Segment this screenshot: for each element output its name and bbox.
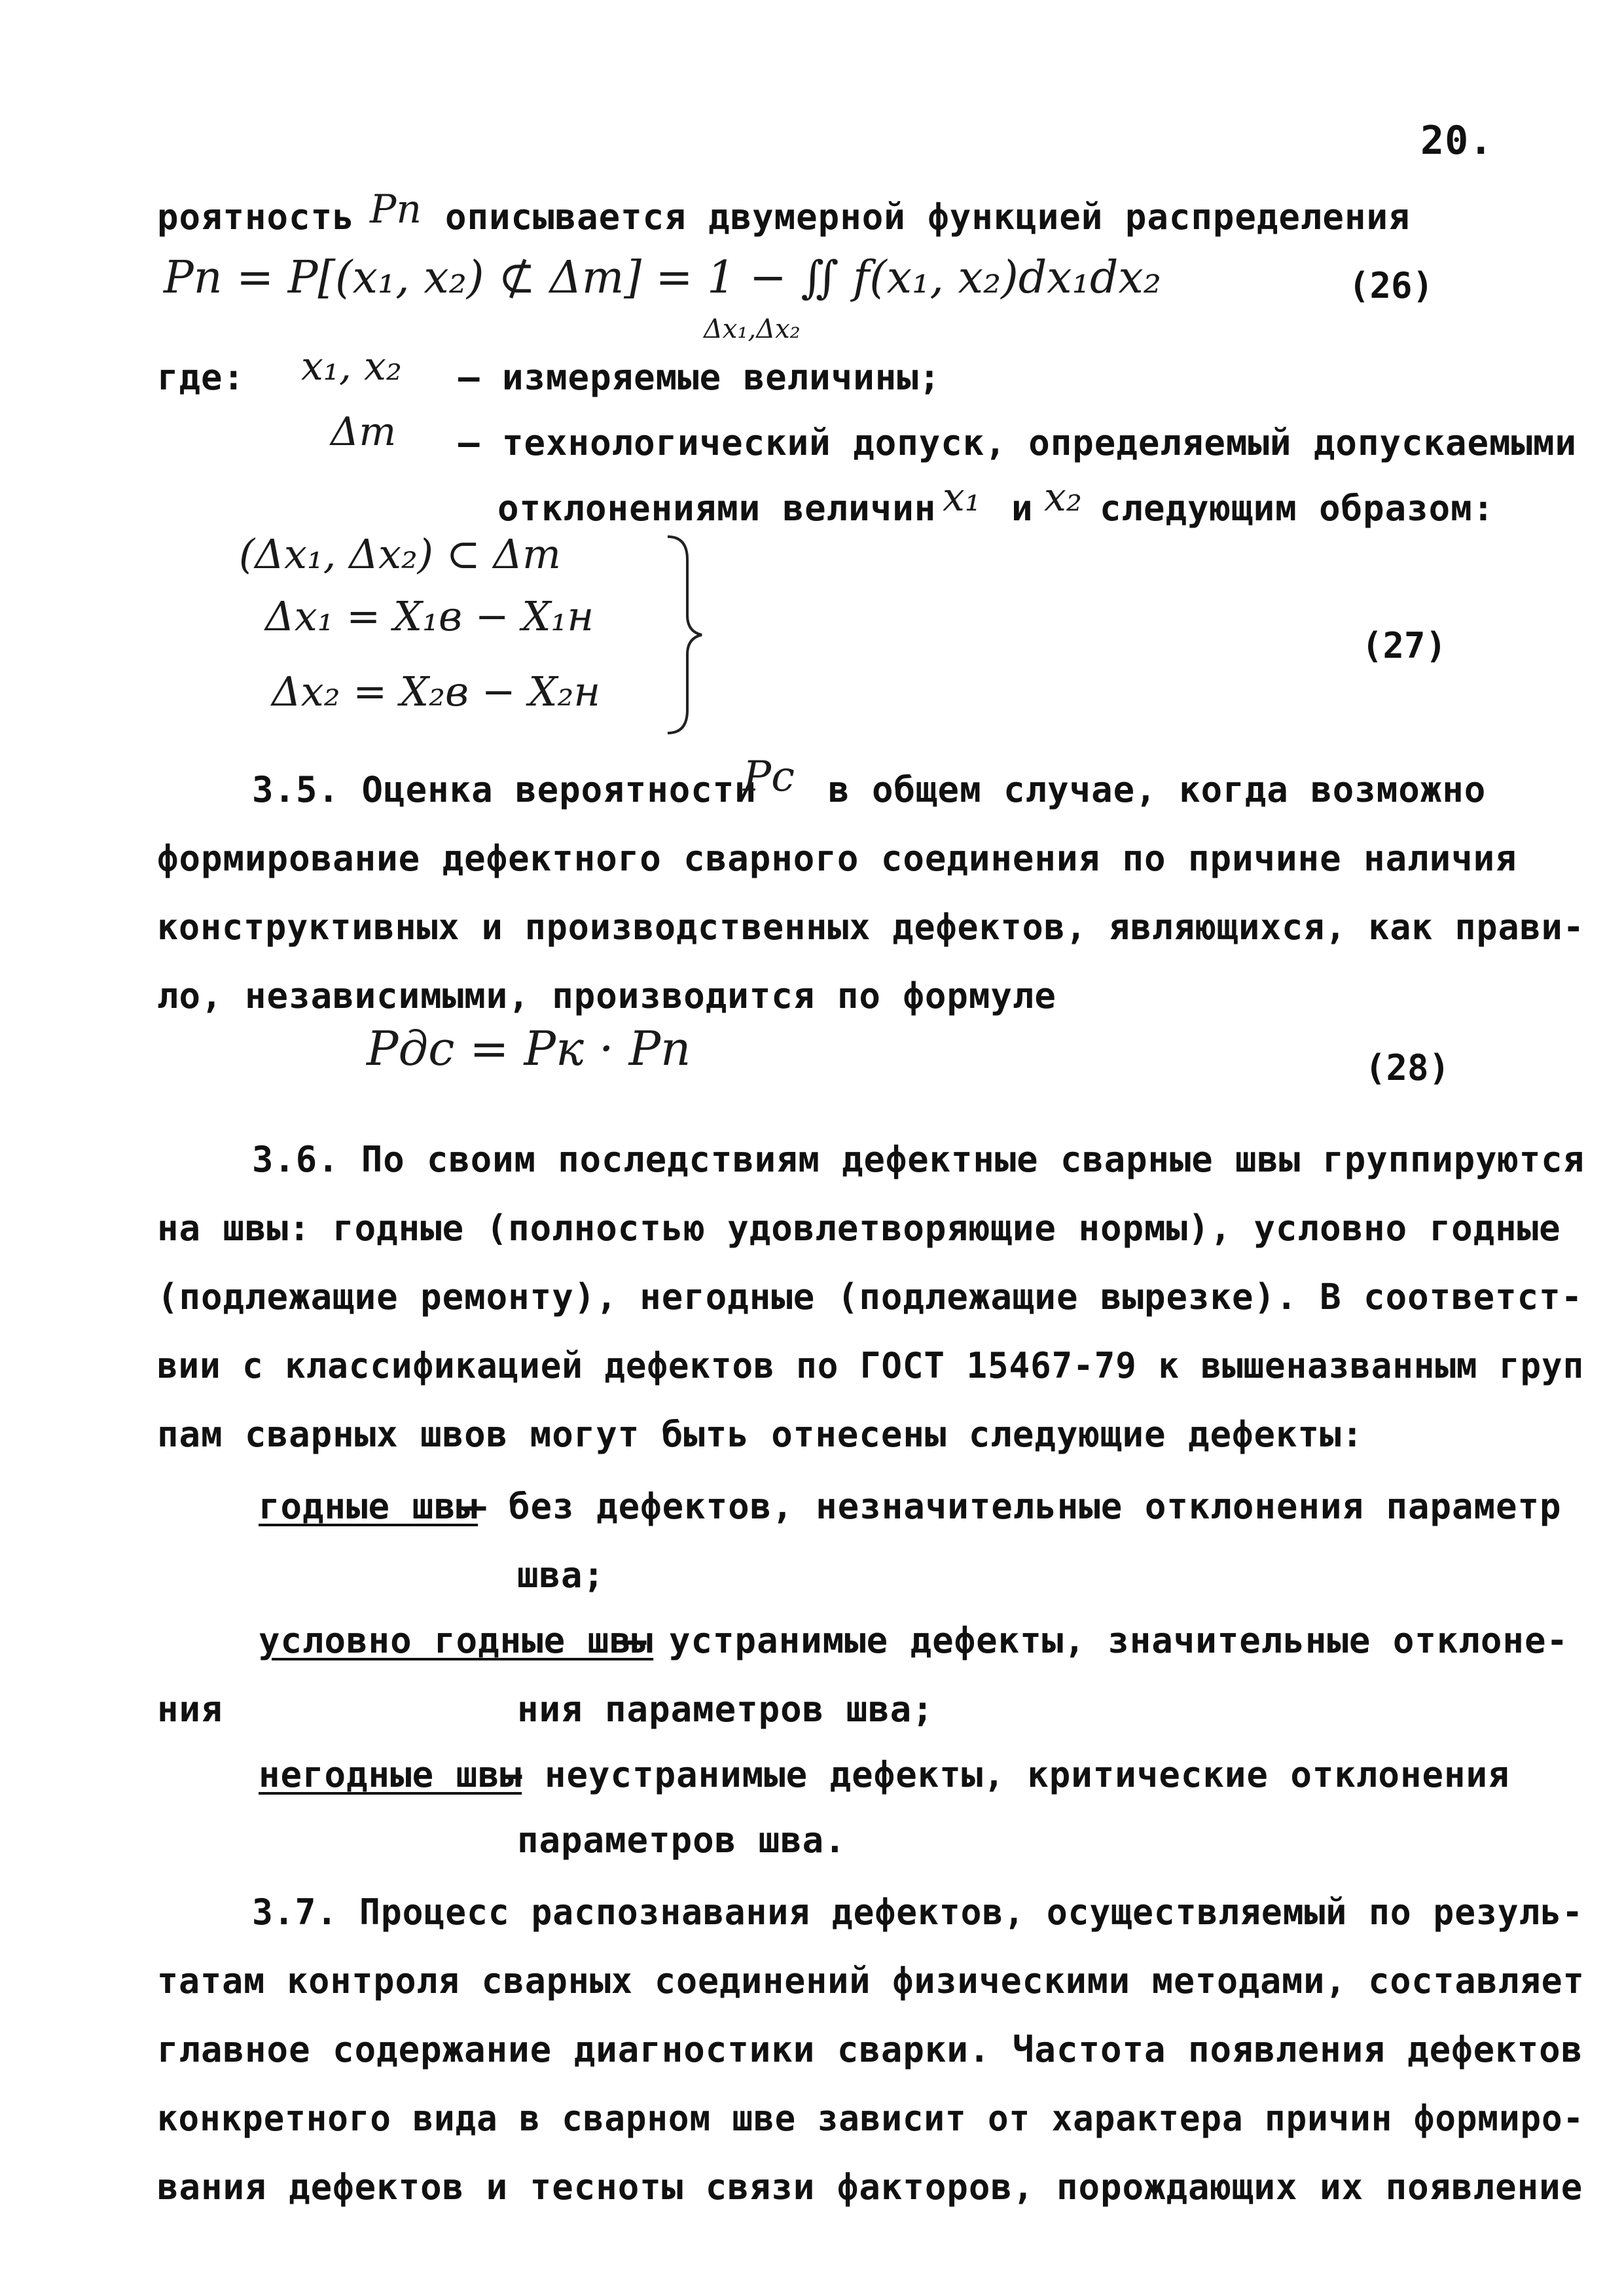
paragraph-line: в общем случае, когда возможно xyxy=(828,769,1487,810)
paragraph-line: на швы: годные (полностью удовлетворяющие нормы), условно годные xyxy=(157,1208,1561,1249)
text-line: описывается двумерной функцией распределения xyxy=(445,196,1411,238)
formula-26: Pп = P[(x₁, x₂) ⊄ Δт] = 1 − ∬ f(x₁, x₂)dx₁dx₂ xyxy=(164,252,1162,304)
group-desc: ния xyxy=(157,1689,223,1730)
page-number: 20. xyxy=(1420,118,1494,164)
formula-27a: (Δx₁, Δx₂) ⊂ Δт xyxy=(239,530,561,578)
group-desc: параметров шва. xyxy=(517,1820,846,1861)
text-line: следующим образом: xyxy=(1100,488,1495,529)
paragraph-line: (подлежащие ремонту), негодные (подлежащие вырезке). В соответст- xyxy=(157,1276,1583,1318)
group-term-conditional: условно годные швы xyxy=(259,1620,654,1661)
formula-28: Pдс = Pк · Pп xyxy=(367,1021,691,1076)
equation-number-26: (26) xyxy=(1348,265,1434,306)
text-line: и xyxy=(1011,488,1034,529)
text-line: – измеряемые величины; xyxy=(458,357,941,398)
equation-number-28: (28) xyxy=(1365,1047,1451,1088)
group-desc: ния параметров шва; xyxy=(517,1689,934,1730)
formula-x2: x₂ xyxy=(1044,475,1082,520)
formula-27-brace xyxy=(661,533,707,736)
text-line: отклонениями величин xyxy=(497,488,937,529)
paragraph-line: главное содержание диагностики сварки. Частота появления дефектов xyxy=(157,2029,1583,2070)
paragraph-line: формирование дефектного сварного соединения по причине наличия xyxy=(157,838,1517,879)
group-desc: шва; xyxy=(517,1554,605,1596)
where-label: где: xyxy=(157,357,245,398)
paragraph-line: татам контроля сварных соединений физическими методами, составляет xyxy=(157,1960,1585,2001)
text-line: – технологический допуск, определяемый допускаемыми xyxy=(458,422,1578,463)
group-desc: – неустранимые дефекты, критические отклонения xyxy=(501,1754,1510,1795)
group-term-bad: негодные швы xyxy=(259,1754,522,1795)
paragraph-line: конкретного вида в сварном шве зависит от характера причин формиро- xyxy=(157,2098,1585,2139)
paragraph-line: ло, независимыми, производится по формуле xyxy=(157,975,1056,1016)
paragraph-line: вии с классификацией дефектов по ГОСТ 15467-79 к вышеназванным груп xyxy=(157,1345,1585,1386)
paragraph-line: конструктивных и производственных дефектов, являющихся, как прави- xyxy=(157,906,1585,948)
formula-dt: Δт xyxy=(331,409,397,455)
paragraph-line: 3.7. Процесс распознавания дефектов, осуществляемый по резуль- xyxy=(252,1892,1584,1933)
formula-pc: Pс xyxy=(743,753,795,801)
group-desc: – без дефектов, незначительные отклонения параметр xyxy=(465,1486,1562,1527)
formula-27c: Δx₂ = X₂в − X₂н xyxy=(272,668,601,715)
formula-26-subscript: Δx₁,Δx₂ xyxy=(704,314,801,344)
text-line: роятность xyxy=(157,196,355,238)
formula-x1x2: x₁, x₂ xyxy=(301,344,402,389)
paragraph-line: 3.5. Оценка вероятности xyxy=(252,769,757,810)
paragraph-line: пам сварных швов могут быть отнесены следующие дефекты: xyxy=(157,1414,1364,1455)
formula-27b: Δx₁ = X₁в − X₁н xyxy=(265,592,594,640)
equation-number-27: (27) xyxy=(1362,625,1447,666)
paragraph-line: 3.6. По своим последствиям дефектные сварные швы группируются xyxy=(252,1139,1585,1180)
formula-x1: x₁ xyxy=(943,475,981,520)
group-term-good: годные швы xyxy=(259,1486,478,1527)
formula-pn: Pп xyxy=(370,187,422,232)
group-desc: – устранимые дефекты, значительные отклоне- xyxy=(625,1620,1568,1661)
paragraph-line: вания дефектов и тесноты связи факторов, порождающих их появление xyxy=(157,2166,1583,2208)
